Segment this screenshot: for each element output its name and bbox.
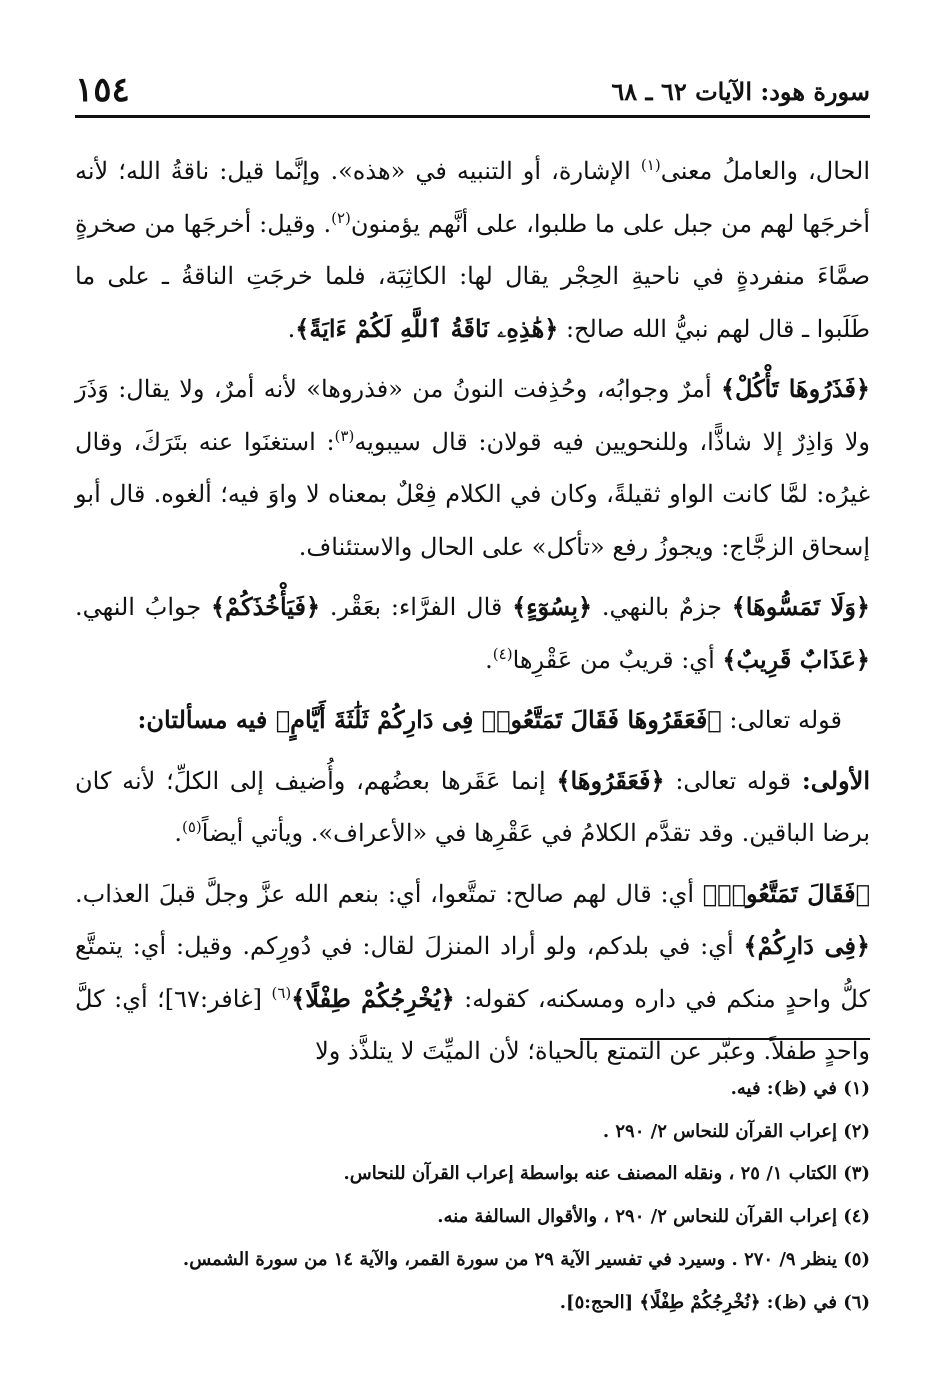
- text-segment: قوله تعالى:: [664, 766, 802, 795]
- quran-verse: ﴿عَذَابٌ قَرِيبٌ﴾: [722, 644, 870, 674]
- footnote-ref[interactable]: (٤): [492, 644, 513, 663]
- quran-verse: ﴿فَذَرُوهَا تَأْكُلْ﴾: [720, 374, 870, 403]
- text-segment: . وقيل: أخرجَها من صخرةٍ صمَّاءَ منفردةٍ في ناحيةِ الحِجْر يقال لها: الكاثِبَة، فلما خرجَتِ الناقةُ ـ على ما طَلَبوا ـ قال لهم نبيُّ الله صالح:: [75, 209, 870, 343]
- quran-verse: ﴿فِى دَارِكُمْ﴾: [743, 931, 870, 960]
- text-segment: .: [485, 645, 493, 674]
- text-segment: أي: قال لهم صالح: تمتَّعوا، أي: بنعم الله عزَّ وجلَّ قبلَ العذاب.: [75, 879, 703, 908]
- text-segment: الحال، والعاملُ معنى: [660, 157, 870, 185]
- page-header: [75, 70, 870, 110]
- footnote-ref[interactable]: (١): [640, 156, 661, 174]
- text-segment: قوله تعالى:: [721, 706, 842, 734]
- paragraph-1: [75, 145, 870, 355]
- section-lead: الأولى:: [801, 765, 870, 795]
- quran-verse: ﴿فَعَقَرُوهَا فَقَالَ تَمَتَّعُوا۟ فِى دَارِكُمْ ثَلَٰثَةَ أَيَّامٍ﴾: [275, 705, 722, 734]
- text-segment: الإشارة، أو التنبيه في «هذه». وإنَّما قيل: ناقةُ الله؛ لأنه أخرجَها لهم من جبل على ما طلبوا، على أنَّهم يؤمنون: [75, 157, 871, 238]
- text-segment: جزمٌ بالنهي.: [592, 593, 732, 621]
- text-segment: أمرٌ وجوابُه، وحُذِفت النونُ من «فذروها» لأنه أمرٌ، ولا يقال: وَذَرَ ولا وَاذِرٌ إلا شاذًّا، وللنحويين فيه قولان: قال سيبويه: [75, 375, 870, 456]
- text-segment: أي: في بلدكم، ولو أراد المنزلَ لقال: في دُورِكم. وقيل: أي: يتمتَّع كلُّ واحدٍ منكم في داره ومسكنه، كقوله:: [75, 932, 871, 1013]
- text-segment: .: [287, 314, 296, 343]
- paragraph-6: [75, 868, 870, 1078]
- footnote-3: (٣) الكتاب ١/ ٢٥ ، ونقله المصنف عنه بواسطة إعراب القرآن للنحاس.: [343, 1163, 870, 1185]
- footnote-rule: [580, 1038, 870, 1040]
- footnote-6: (٦) في (ظ): ﴿نُخْرِجُكُمْ طِفْلًا﴾ [الحج:٥].: [559, 1291, 870, 1313]
- footnote-ref[interactable]: (٥): [181, 818, 202, 836]
- text-segment: جوابُ النهي.: [75, 593, 212, 621]
- quran-verse: ﴿فَقَالَ تَمَتَّعُوا۟﴾: [702, 878, 870, 908]
- main-text: [75, 145, 870, 1086]
- paragraph-2: [75, 363, 870, 573]
- text-segment: إنما عَقَرها بعضُهم، وأُضيف إلى الكلِّ؛ لأنه كان برضا الباقين. وقد تقدَّم الكلامُ في عَقْرِها في «الأعراف». ويأتي أيضاً: [75, 766, 870, 847]
- quran-verse: ﴿يُخْرِجُكُمْ طِفْلًا﴾: [291, 983, 455, 1013]
- footnote-ref[interactable]: (٢): [331, 208, 351, 227]
- text-segment: أي: قريبٌ من عَقْرِها: [512, 645, 723, 674]
- footnotes: [75, 1068, 870, 1324]
- quran-verse: ﴿فَيَأْخُذَكُمْ﴾: [211, 592, 321, 621]
- text-segment: [غافر:٦٧]؛ أي: كلَّ واحدٍ طفلاً. وعبَّر عن التمتع بالحياة؛ لأن الميِّتَ لا يتلذَّذ ولا: [75, 984, 870, 1065]
- text-segment: قال الفرَّاء: بعَقْر.: [320, 593, 513, 621]
- footnote-ref[interactable]: (٦): [271, 983, 292, 1002]
- quran-verse: ﴿بِسُوٓءٍ﴾: [512, 592, 593, 621]
- footnote-1: (١) في (ظ): فيه.: [730, 1078, 870, 1099]
- quran-verse: ﴿وَلَا تَمَسُّوهَا﴾: [731, 592, 870, 621]
- running-title: سورة هود: الآيات ٦٢ ـ ٦٨: [611, 77, 870, 106]
- text-segment: فيه مسألتان:: [137, 705, 276, 734]
- quran-verse: ﴿فَعَقَرُوهَا﴾: [556, 765, 665, 795]
- page-number: ١٥٤: [75, 70, 130, 110]
- text-segment: : استغنَوا عنه بتَرَكَ، وقال غيرُه: لمَّا كانت الواو ثقيلةً، وكان في الكلام فِعْلٌ بمعناه لا واوَ فيه؛ ألغوه. قال أبو إسحاق الزجَّاج: ويجوزُ رفع «تأكل» على الحال والاستئناف.: [75, 427, 871, 561]
- footnote-2: (٢) إعراب القرآن للنحاس ٢/ ٢٩٠ .: [602, 1120, 870, 1142]
- footnote-4: (٤) إعراب القرآن للنحاس ٢/ ٢٩٠ ، والأقوال السالفة منه.: [437, 1206, 870, 1228]
- footnote-ref[interactable]: (٣): [334, 426, 355, 445]
- paragraph-4: [75, 694, 870, 747]
- footnote-5: (٥) ينظر ٩/ ٢٧٠ . وسيرد في تفسير الآية ٢٩ من سورة القمر، والآية ١٤ من سورة الشمس.: [182, 1248, 870, 1270]
- paragraph-5: [75, 755, 870, 860]
- quran-verse: ﴿هَٰذِهِۦ نَاقَةُ ٱللَّهِ لَكُمْ ءَايَةً﴾: [295, 313, 559, 343]
- paragraph-3: [75, 581, 870, 686]
- text-segment: .: [174, 819, 182, 847]
- header-rule: [75, 115, 870, 118]
